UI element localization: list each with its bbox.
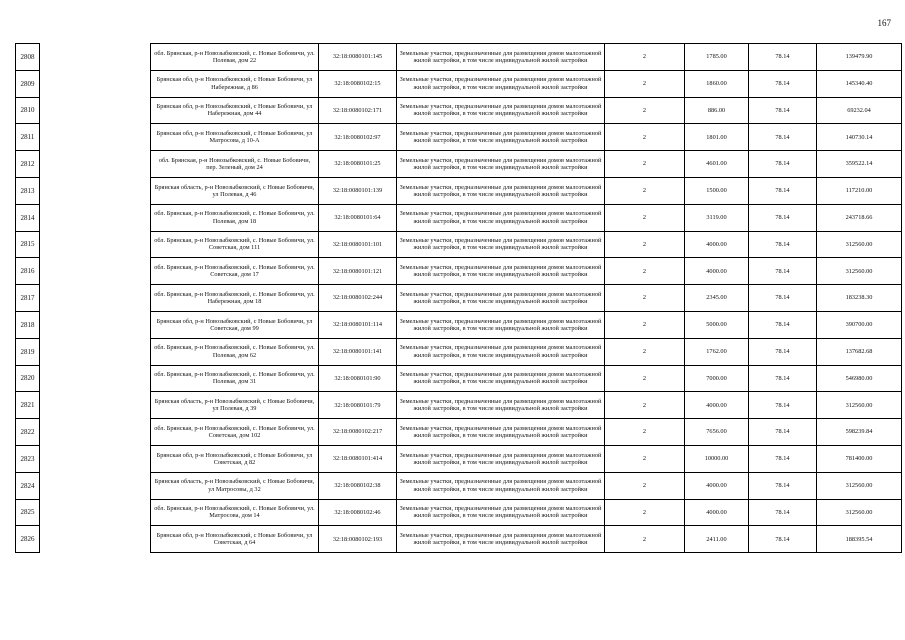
cadastral-value-cell: 390700.00 <box>817 311 902 338</box>
row-number-cell: 2823 <box>16 445 40 472</box>
area-cell: 4000.00 <box>685 231 749 258</box>
category-cell: 2 <box>605 311 685 338</box>
row-number-cell: 2815 <box>16 231 40 258</box>
category-cell: 2 <box>605 285 685 312</box>
permitted-use-cell: Земельные участки, предназначенные для размещения домов малоэтажной жилой застройки, в том числе индивидуальной жилой застройки <box>397 231 605 258</box>
category-cell: 2 <box>605 97 685 124</box>
address-cell: обл. Брянская, р-н Новозыбковский, с. Новые Бобовичи, ул. Матросова, дом 14 <box>151 499 319 526</box>
table-row <box>151 311 902 338</box>
category-cell: 2 <box>605 151 685 178</box>
cadastral-value-cell: 598239.84 <box>817 419 902 446</box>
land-plots-table <box>150 43 902 553</box>
cadastral-number-cell: 32:18:0080102:97 <box>319 124 397 151</box>
specific-value-cell: 78.14 <box>749 204 817 231</box>
cadastral-value-cell: 243718.66 <box>817 204 902 231</box>
category-cell: 2 <box>605 204 685 231</box>
address-cell: Брянская обл, р-н Новозыбковский, с Новые Бобовичи, ул Советская, дом 99 <box>151 311 319 338</box>
category-cell: 2 <box>605 392 685 419</box>
specific-value-cell: 78.14 <box>749 151 817 178</box>
table-row <box>151 338 902 365</box>
permitted-use-cell: Земельные участки, предназначенные для размещения домов малоэтажной жилой застройки, в том числе индивидуальной жилой застройки <box>397 124 605 151</box>
cadastral-number-cell: 32:18:0080101:64 <box>319 204 397 231</box>
area-cell: 7000.00 <box>685 365 749 392</box>
area-cell: 5000.00 <box>685 311 749 338</box>
table-row <box>151 204 902 231</box>
area-cell: 4000.00 <box>685 258 749 285</box>
table-row <box>151 285 902 312</box>
permitted-use-cell: Земельные участки, предназначенные для размещения домов малоэтажной жилой застройки, в том числе индивидуальной жилой застройки <box>397 338 605 365</box>
category-cell: 2 <box>605 445 685 472</box>
address-cell: обл. Брянская, р-н Новозыбковский, с. Новые Бобовичи, ул. Советская, дом 17 <box>151 258 319 285</box>
area-cell: 4000.00 <box>685 499 749 526</box>
row-number-row <box>16 231 40 258</box>
row-number-row <box>16 445 40 472</box>
cadastral-number-cell: 32:18:0080101:90 <box>319 365 397 392</box>
permitted-use-cell: Земельные участки, предназначенные для размещения домов малоэтажной жилой застройки, в том числе индивидуальной жилой застройки <box>397 445 605 472</box>
table-row <box>151 151 902 178</box>
cadastral-value-cell: 312560.00 <box>817 258 902 285</box>
cadastral-number-cell: 32:18:0080101:101 <box>319 231 397 258</box>
area-cell: 2411.00 <box>685 526 749 553</box>
permitted-use-cell: Земельные участки, предназначенные для размещения домов малоэтажной жилой застройки, в том числе индивидуальной жилой застройки <box>397 204 605 231</box>
cadastral-value-cell: 140730.14 <box>817 124 902 151</box>
table-row <box>151 392 902 419</box>
category-cell: 2 <box>605 526 685 553</box>
cadastral-number-cell: 32:18:0080102:15 <box>319 70 397 97</box>
specific-value-cell: 78.14 <box>749 258 817 285</box>
row-number-row <box>16 151 40 178</box>
row-number-cell: 2810 <box>16 97 40 124</box>
table-row <box>151 445 902 472</box>
cadastral-number-cell: 32:18:0080102:193 <box>319 526 397 553</box>
table-row <box>151 177 902 204</box>
address-cell: Брянская область, р-н Новозыбковский, с Новые Бобовичи, ул Полевая, д 46 <box>151 177 319 204</box>
cadastral-number-cell: 32:18:0080102:46 <box>319 499 397 526</box>
row-number-cell: 2814 <box>16 204 40 231</box>
category-cell: 2 <box>605 177 685 204</box>
specific-value-cell: 78.14 <box>749 97 817 124</box>
cadastral-value-cell: 145340.40 <box>817 70 902 97</box>
specific-value-cell: 78.14 <box>749 311 817 338</box>
area-cell: 2345.00 <box>685 285 749 312</box>
cadastral-number-cell: 32:18:0080102:244 <box>319 285 397 312</box>
address-cell: обл. Брянская, р-н Новозыбковский, с. Новые Бобовичи, пер. Зеленый, дом 24 <box>151 151 319 178</box>
row-number-row <box>16 124 40 151</box>
cadastral-value-cell: 312560.00 <box>817 472 902 499</box>
cadastral-number-cell: 32:18:0080102:38 <box>319 472 397 499</box>
address-cell: Брянская область, р-н Новозыбковский, с Новые Бобовичи, ул Полевая, д 39 <box>151 392 319 419</box>
row-number-row <box>16 419 40 446</box>
table-row <box>151 97 902 124</box>
permitted-use-cell: Земельные участки, предназначенные для размещения домов малоэтажной жилой застройки, в том числе индивидуальной жилой застройки <box>397 526 605 553</box>
address-cell: Брянская обл, р-н Новозыбковский, с Новые Бобовичи, ул Набережная, д 86 <box>151 70 319 97</box>
specific-value-cell: 78.14 <box>749 365 817 392</box>
row-number-row <box>16 70 40 97</box>
category-cell: 2 <box>605 419 685 446</box>
row-number-row <box>16 311 40 338</box>
permitted-use-cell: Земельные участки, предназначенные для размещения домов малоэтажной жилой застройки, в том числе индивидуальной жилой застройки <box>397 177 605 204</box>
specific-value-cell: 78.14 <box>749 338 817 365</box>
cadastral-number-cell: 32:18:0080102:217 <box>319 419 397 446</box>
cadastral-number-cell: 32:18:0080101:121 <box>319 258 397 285</box>
table-row <box>151 44 902 71</box>
category-cell: 2 <box>605 44 685 71</box>
cadastral-value-cell: 139479.90 <box>817 44 902 71</box>
category-cell: 2 <box>605 258 685 285</box>
row-number-row <box>16 177 40 204</box>
cadastral-number-cell: 32:18:0080101:25 <box>319 151 397 178</box>
area-cell: 4000.00 <box>685 472 749 499</box>
area-cell: 3119.00 <box>685 204 749 231</box>
category-cell: 2 <box>605 499 685 526</box>
area-cell: 7656.00 <box>685 419 749 446</box>
specific-value-cell: 78.14 <box>749 419 817 446</box>
table-row <box>151 124 902 151</box>
table-row <box>151 258 902 285</box>
area-cell: 1785.00 <box>685 44 749 71</box>
cadastral-value-cell: 183238.30 <box>817 285 902 312</box>
row-number-row <box>16 338 40 365</box>
page-number: 167 <box>877 18 891 28</box>
area-cell: 1860.00 <box>685 70 749 97</box>
row-number-cell: 2811 <box>16 124 40 151</box>
specific-value-cell: 78.14 <box>749 526 817 553</box>
specific-value-cell: 78.14 <box>749 124 817 151</box>
permitted-use-cell: Земельные участки, предназначенные для размещения домов малоэтажной жилой застройки, в том числе индивидуальной жилой застройки <box>397 70 605 97</box>
row-number-row <box>16 204 40 231</box>
area-cell: 1500.00 <box>685 177 749 204</box>
specific-value-cell: 78.14 <box>749 70 817 97</box>
row-number-cell: 2819 <box>16 338 40 365</box>
table-row <box>151 70 902 97</box>
row-number-row <box>16 44 40 71</box>
area-cell: 1801.00 <box>685 124 749 151</box>
row-number-cell: 2808 <box>16 44 40 71</box>
row-number-row <box>16 365 40 392</box>
row-number-cell: 2825 <box>16 499 40 526</box>
row-number-cell: 2812 <box>16 151 40 178</box>
row-number-column <box>15 43 40 553</box>
row-number-cell: 2821 <box>16 392 40 419</box>
address-cell: обл. Брянская, р-н Новозыбковский, с. Новые Бобовичи, ул. Полевая, дом 31 <box>151 365 319 392</box>
permitted-use-cell: Земельные участки, предназначенные для размещения домов малоэтажной жилой застройки, в том числе индивидуальной жилой застройки <box>397 499 605 526</box>
cadastral-value-cell: 312560.00 <box>817 392 902 419</box>
row-number-cell: 2817 <box>16 285 40 312</box>
address-cell: Брянская область, р-н Новозыбковский, с Новые Бобовичи, ул Матросовы, д 32 <box>151 472 319 499</box>
row-number-cell: 2826 <box>16 526 40 553</box>
category-cell: 2 <box>605 231 685 258</box>
row-number-row <box>16 258 40 285</box>
area-cell: 886.00 <box>685 97 749 124</box>
permitted-use-cell: Земельные участки, предназначенные для размещения домов малоэтажной жилой застройки, в том числе индивидуальной жилой застройки <box>397 151 605 178</box>
permitted-use-cell: Земельные участки, предназначенные для размещения домов малоэтажной жилой застройки, в том числе индивидуальной жилой застройки <box>397 392 605 419</box>
cadastral-number-cell: 32:18:0080101:414 <box>319 445 397 472</box>
address-cell: обл. Брянская, р-н Новозыбковский, с. Новые Бобовичи, ул. Полевая, дом 18 <box>151 204 319 231</box>
permitted-use-cell: Земельные участки, предназначенные для размещения домов малоэтажной жилой застройки, в том числе индивидуальной жилой застройки <box>397 285 605 312</box>
row-number-cell: 2818 <box>16 311 40 338</box>
cadastral-number-cell: 32:18:0080102:171 <box>319 97 397 124</box>
table-row <box>151 472 902 499</box>
area-cell: 1762.00 <box>685 338 749 365</box>
category-cell: 2 <box>605 472 685 499</box>
cadastral-value-cell: 546980.00 <box>817 365 902 392</box>
permitted-use-cell: Земельные участки, предназначенные для размещения домов малоэтажной жилой застройки, в том числе индивидуальной жилой застройки <box>397 97 605 124</box>
cadastral-number-cell: 32:18:0080101:114 <box>319 311 397 338</box>
row-number-row <box>16 499 40 526</box>
cadastral-value-cell: 117210.00 <box>817 177 902 204</box>
permitted-use-cell: Земельные участки, предназначенные для размещения домов малоэтажной жилой застройки, в том числе индивидуальной жилой застройки <box>397 419 605 446</box>
row-number-row <box>16 392 40 419</box>
address-cell: обл. Брянская, р-н Новозыбковский, с. Новые Бобовичи, ул. Советская, дом 102 <box>151 419 319 446</box>
cadastral-number-cell: 32:18:0080101:145 <box>319 44 397 71</box>
table-row <box>151 419 902 446</box>
row-number-cell: 2820 <box>16 365 40 392</box>
cadastral-number-cell: 32:18:0080101:139 <box>319 177 397 204</box>
cadastral-value-cell: 312560.00 <box>817 231 902 258</box>
permitted-use-cell: Земельные участки, предназначенные для размещения домов малоэтажной жилой застройки, в том числе индивидуальной жилой застройки <box>397 44 605 71</box>
address-cell: обл. Брянская, р-н Новозыбковский, с. Новые Бобовичи, ул. Советская, дом 111 <box>151 231 319 258</box>
address-cell: Брянская обл, р-н Новозыбковский, с Новые Бобовичи, ул Советская, д 82 <box>151 445 319 472</box>
specific-value-cell: 78.14 <box>749 231 817 258</box>
category-cell: 2 <box>605 365 685 392</box>
specific-value-cell: 78.14 <box>749 472 817 499</box>
specific-value-cell: 78.14 <box>749 445 817 472</box>
cadastral-number-cell: 32:18:0080101:79 <box>319 392 397 419</box>
area-cell: 10000.00 <box>685 445 749 472</box>
row-number-row <box>16 285 40 312</box>
address-cell: Брянская обл, р-н Новозыбковский, с Новые Бобовичи, ул Набережная, дом 44 <box>151 97 319 124</box>
row-number-cell: 2816 <box>16 258 40 285</box>
table-row <box>151 365 902 392</box>
row-number-cell: 2822 <box>16 419 40 446</box>
permitted-use-cell: Земельные участки, предназначенные для размещения домов малоэтажной жилой застройки, в том числе индивидуальной жилой застройки <box>397 472 605 499</box>
area-cell: 4601.00 <box>685 151 749 178</box>
address-cell: Брянская обл, р-н Новозыбковский, с Новые Бобовичи, ул Советская, д 64 <box>151 526 319 553</box>
row-number-cell: 2809 <box>16 70 40 97</box>
specific-value-cell: 78.14 <box>749 177 817 204</box>
cadastral-value-cell: 69232.04 <box>817 97 902 124</box>
cadastral-value-cell: 312560.00 <box>817 499 902 526</box>
permitted-use-cell: Земельные участки, предназначенные для размещения домов малоэтажной жилой застройки, в том числе индивидуальной жилой застройки <box>397 311 605 338</box>
specific-value-cell: 78.14 <box>749 499 817 526</box>
address-cell: Брянская обл, р-н Новозыбковский, с Новые Бобовичи, ул Матросова, д 10-А <box>151 124 319 151</box>
cadastral-number-cell: 32:18:0080101:141 <box>319 338 397 365</box>
address-cell: обл. Брянская, р-н Новозыбковский, с. Новые Бобовичи, ул. Полевая, дом 22 <box>151 44 319 71</box>
table-row <box>151 231 902 258</box>
cadastral-value-cell: 188395.54 <box>817 526 902 553</box>
area-cell: 4000.00 <box>685 392 749 419</box>
category-cell: 2 <box>605 70 685 97</box>
permitted-use-cell: Земельные участки, предназначенные для размещения домов малоэтажной жилой застройки, в том числе индивидуальной жилой застройки <box>397 258 605 285</box>
table-row <box>151 499 902 526</box>
row-number-row <box>16 526 40 553</box>
specific-value-cell: 78.14 <box>749 44 817 71</box>
address-cell: обл. Брянская, р-н Новозыбковский, с. Новые Бобовичи, ул. Набережная, дом 18 <box>151 285 319 312</box>
cadastral-value-cell: 781400.00 <box>817 445 902 472</box>
address-cell: обл. Брянская, р-н Новозыбковский, с. Новые Бобовичи, ул. Полевая, дом 62 <box>151 338 319 365</box>
specific-value-cell: 78.14 <box>749 392 817 419</box>
specific-value-cell: 78.14 <box>749 285 817 312</box>
table-row <box>151 526 902 553</box>
row-number-row <box>16 97 40 124</box>
row-number-cell: 2824 <box>16 472 40 499</box>
row-number-row <box>16 472 40 499</box>
permitted-use-cell: Земельные участки, предназначенные для размещения домов малоэтажной жилой застройки, в том числе индивидуальной жилой застройки <box>397 365 605 392</box>
category-cell: 2 <box>605 338 685 365</box>
cadastral-value-cell: 359522.14 <box>817 151 902 178</box>
cadastral-value-cell: 137682.68 <box>817 338 902 365</box>
category-cell: 2 <box>605 124 685 151</box>
row-number-cell: 2813 <box>16 177 40 204</box>
